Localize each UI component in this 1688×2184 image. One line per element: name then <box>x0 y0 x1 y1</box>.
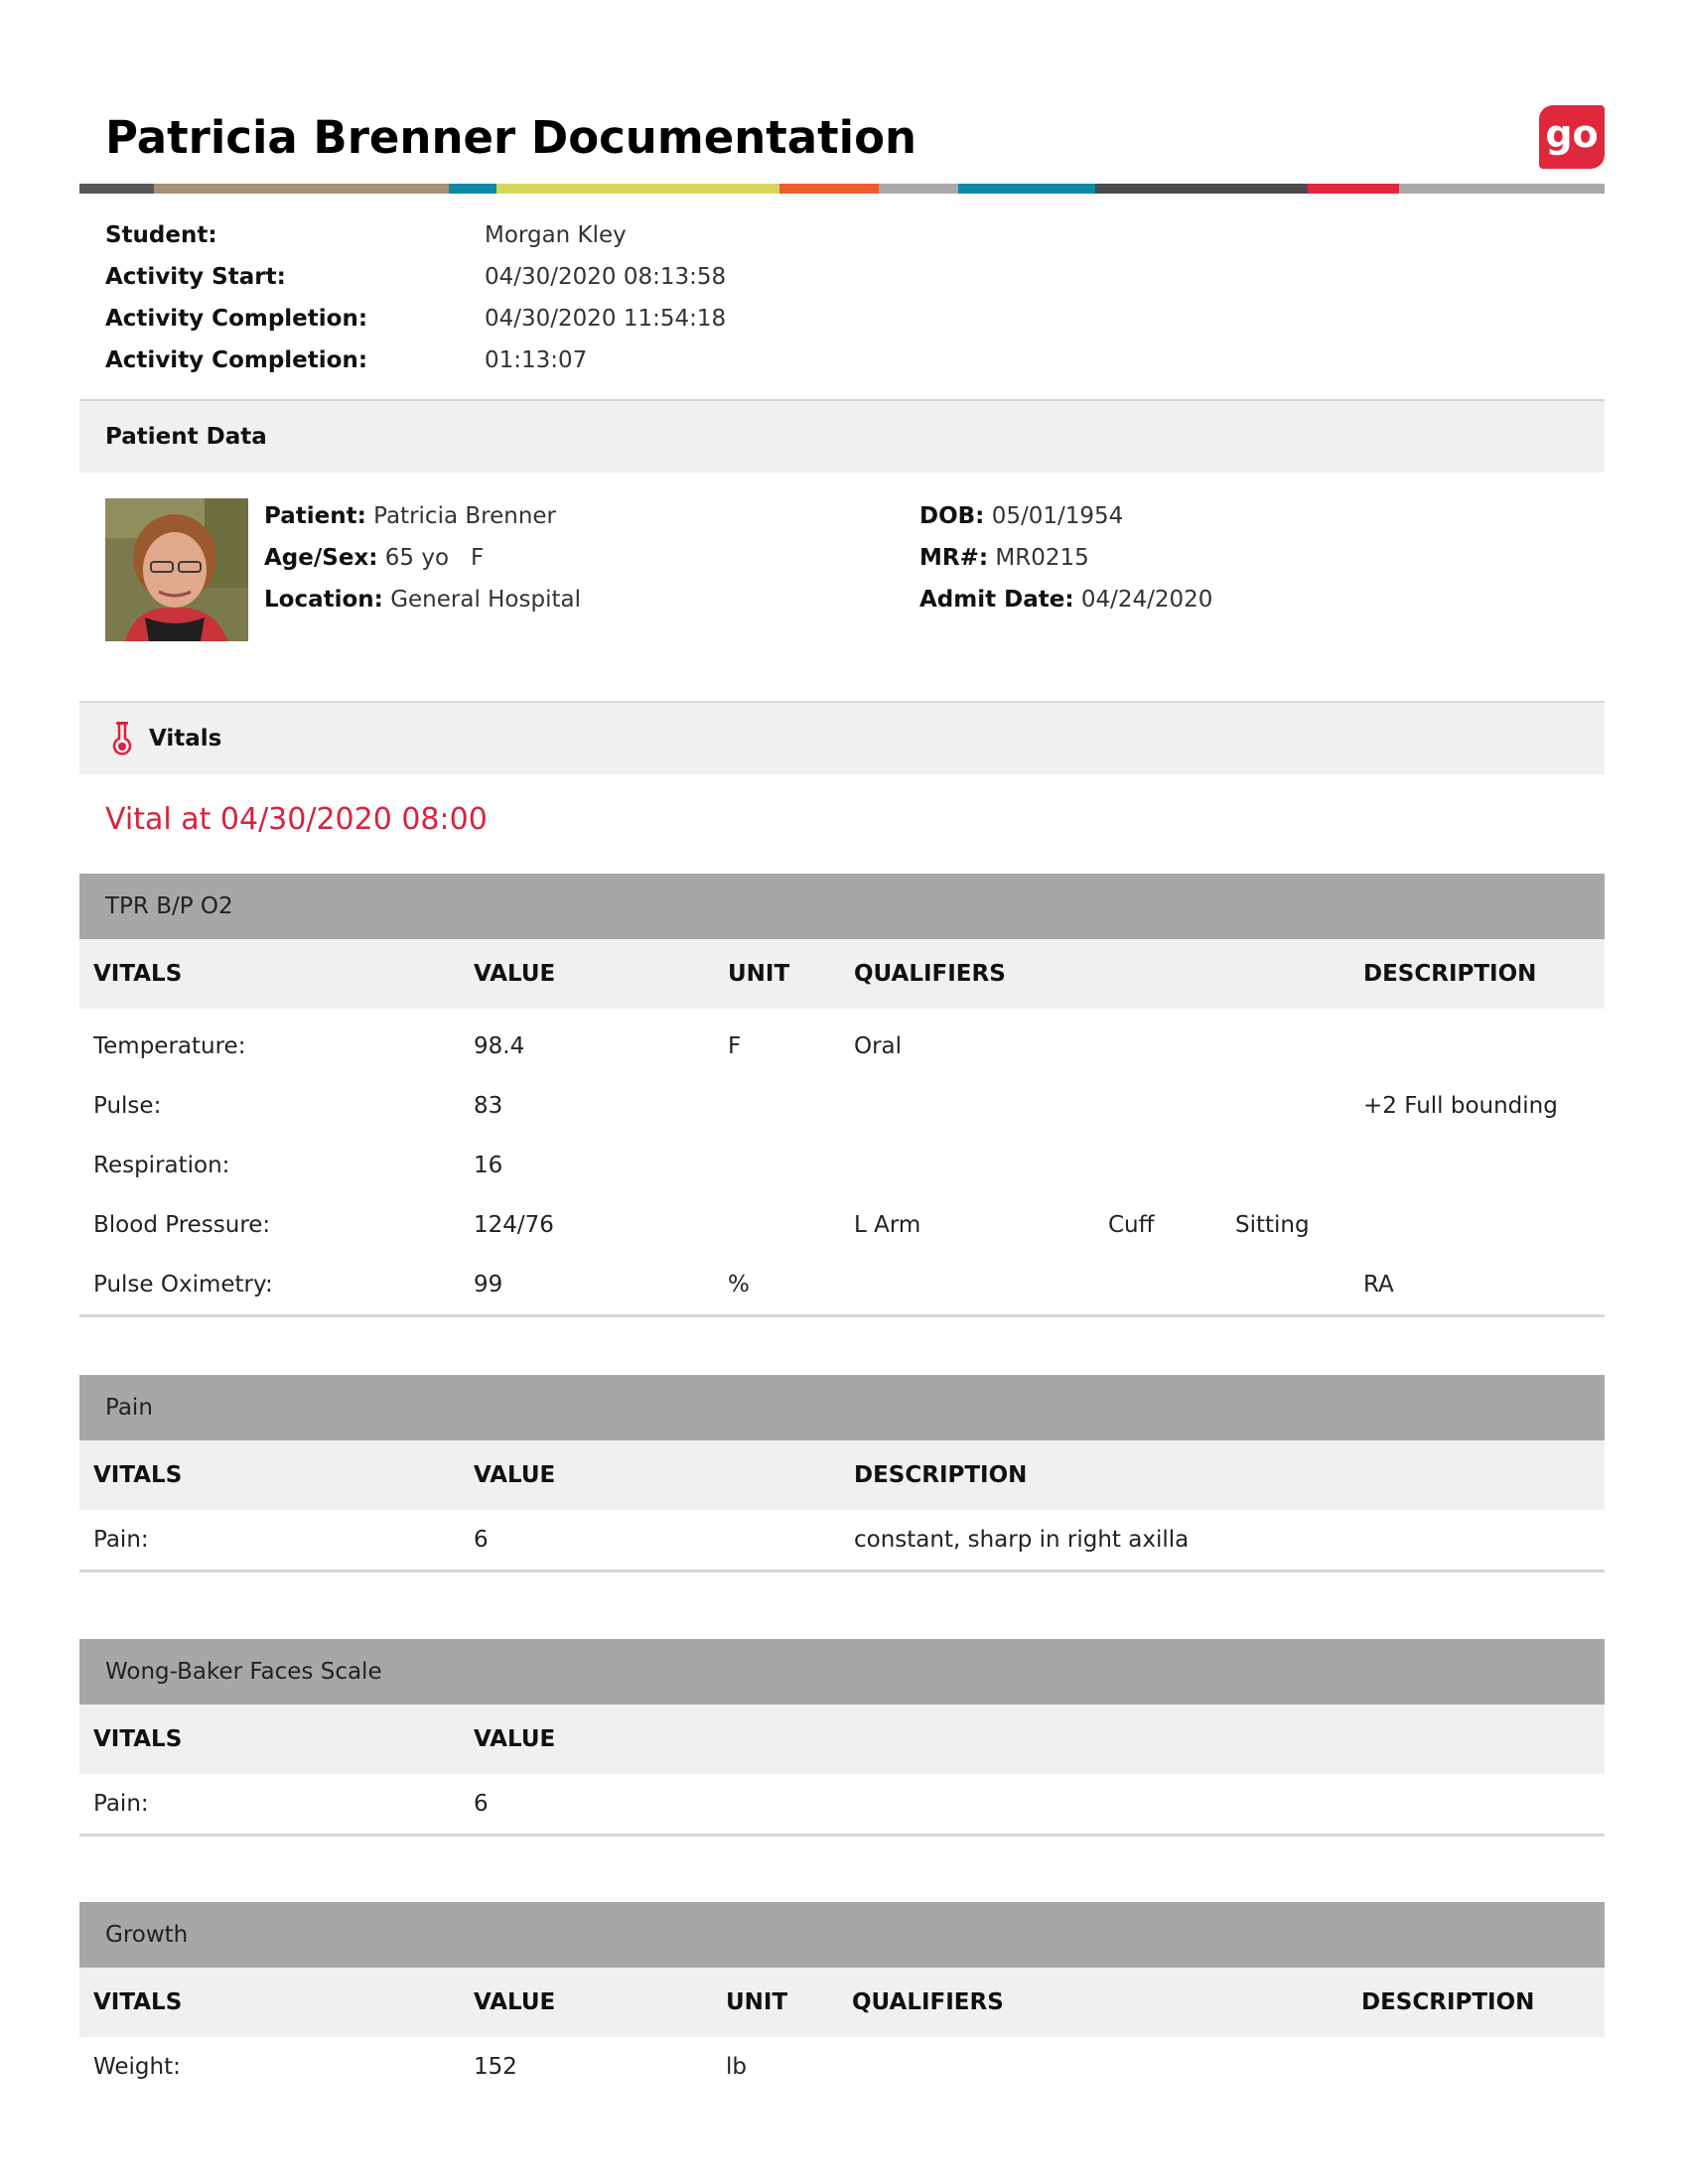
wong-baker-table <box>79 1639 1605 1837</box>
col-value: VALUE <box>474 961 556 987</box>
table-row <box>79 1774 1605 1834</box>
col-unit: UNIT <box>726 1989 788 2015</box>
vital-name: Pulse Oximetry: <box>93 1272 273 1297</box>
col-qualifiers: QUALIFIERS <box>854 961 1006 987</box>
table-row <box>79 1255 1605 1314</box>
vital-description: constant, sharp in right axilla <box>854 1527 1190 1553</box>
activity-completion-value: 04/30/2020 11:54:18 <box>485 306 727 332</box>
admit-date-label: Admit Date: <box>919 587 1074 613</box>
go-logo: go <box>1539 105 1605 169</box>
vital-name: Pulse: <box>93 1093 162 1119</box>
wong-baker-table-title: Wong-Baker Faces Scale <box>79 1639 1605 1705</box>
vital-value: 152 <box>474 2054 517 2080</box>
col-value: VALUE <box>474 1726 556 1752</box>
col-value: VALUE <box>474 1462 556 1488</box>
activity-duration-value: 01:13:07 <box>485 347 588 373</box>
col-qualifiers: QUALIFIERS <box>852 1989 1004 2015</box>
student-row <box>105 214 1197 256</box>
patient-info-right <box>919 498 1212 623</box>
vital-name: Blood Pressure: <box>93 1212 271 1238</box>
vital-qualifier: Sitting <box>1235 1212 1310 1238</box>
activity-duration-row <box>105 340 1197 381</box>
patient-label: Patient: <box>264 503 366 529</box>
mr-label: MR#: <box>919 545 989 571</box>
vital-name: Pain: <box>93 1527 149 1553</box>
pain-table <box>79 1375 1605 1572</box>
dob-row <box>919 498 1212 540</box>
vital-description: RA <box>1363 1272 1394 1297</box>
growth-table-title: Growth <box>79 1902 1605 1968</box>
admit-date-row <box>919 582 1212 623</box>
vital-value: 124/76 <box>474 1212 554 1238</box>
col-description: DESCRIPTION <box>1361 1989 1535 2015</box>
header-color-bar <box>79 184 1605 194</box>
vital-value: 6 <box>474 1527 489 1553</box>
activity-completion-label: Activity Completion: <box>105 306 368 332</box>
vital-value: 99 <box>474 1272 503 1297</box>
page-title: Patricia Brenner Documentation <box>105 111 917 164</box>
table-row <box>79 1076 1605 1136</box>
vital-value: 6 <box>474 1791 489 1817</box>
table-row <box>79 1510 1605 1570</box>
vital-timestamp: Vital at 04/30/2020 08:00 <box>105 802 488 837</box>
color-bar-segment <box>1399 184 1605 194</box>
vitals-header <box>79 701 1605 774</box>
thermometer-flask-icon <box>111 721 133 756</box>
vital-name: Weight: <box>93 2054 181 2080</box>
table-row <box>79 1017 1605 1076</box>
pain-table-columns <box>79 1440 1605 1510</box>
vital-qualifier: Cuff <box>1108 1212 1155 1238</box>
mr-value: MR0215 <box>995 545 1089 571</box>
color-bar-segment <box>1308 184 1399 194</box>
table-divider <box>79 1570 1605 1572</box>
patient-data-header <box>79 399 1605 473</box>
vital-description: +2 Full bounding <box>1363 1093 1558 1119</box>
activity-start-row <box>105 256 1197 298</box>
tpr-table-title: TPR B/P O2 <box>79 874 1605 939</box>
patient-card <box>105 498 1605 641</box>
col-vitals: VITALS <box>93 1726 183 1752</box>
color-bar-segment <box>496 184 779 194</box>
color-bar-segment <box>958 184 1095 194</box>
activity-start-label: Activity Start: <box>105 264 286 290</box>
table-row <box>79 1136 1605 1195</box>
location-value: General Hospital <box>390 587 581 613</box>
vital-value: 16 <box>474 1153 503 1178</box>
wong-baker-table-columns <box>79 1705 1605 1774</box>
student-value: Morgan Kley <box>485 222 627 248</box>
admit-date-value: 04/24/2020 <box>1080 587 1213 613</box>
agesex-label: Age/Sex: <box>264 545 378 571</box>
mr-row <box>919 540 1212 582</box>
col-vitals: VITALS <box>93 1462 183 1488</box>
color-bar-segment <box>154 184 449 194</box>
patient-data-title: Patient Data <box>105 424 267 450</box>
patient-info-left <box>264 498 581 623</box>
vitals-title: Vitals <box>149 726 222 751</box>
vital-name: Respiration: <box>93 1153 230 1178</box>
table-row <box>79 2037 1605 2097</box>
vital-value: 98.4 <box>474 1033 525 1059</box>
vital-unit: % <box>728 1272 750 1297</box>
student-label: Student: <box>105 222 217 248</box>
color-bar-segment <box>1095 184 1308 194</box>
table-divider <box>79 1314 1605 1317</box>
table-divider <box>79 1834 1605 1837</box>
vital-qualifier: L Arm <box>854 1212 921 1238</box>
color-bar-segment <box>879 184 958 194</box>
vital-name: Temperature: <box>93 1033 246 1059</box>
col-description: DESCRIPTION <box>854 1462 1028 1488</box>
col-vitals: VITALS <box>93 961 183 987</box>
patient-name: Patricia Brenner <box>373 503 557 529</box>
activity-completion-row <box>105 298 1197 340</box>
dob-label: DOB: <box>919 503 985 529</box>
vital-name: Pain: <box>93 1791 149 1817</box>
table-row <box>79 1195 1605 1255</box>
color-bar-segment <box>79 184 154 194</box>
vital-qualifier: Oral <box>854 1033 903 1059</box>
activity-duration-label: Activity Completion: <box>105 347 368 373</box>
pain-table-title: Pain <box>79 1375 1605 1440</box>
location-label: Location: <box>264 587 383 613</box>
vital-unit: F <box>728 1033 742 1059</box>
col-description: DESCRIPTION <box>1363 961 1537 987</box>
agesex-value: 65 yo F <box>384 545 485 571</box>
tpr-table <box>79 874 1605 1317</box>
location-row <box>264 582 581 623</box>
growth-table <box>79 1902 1605 2097</box>
growth-table-columns <box>79 1968 1605 2037</box>
activity-info <box>105 214 1197 381</box>
tpr-table-columns <box>79 939 1605 1009</box>
col-unit: UNIT <box>728 961 790 987</box>
color-bar-segment <box>449 184 496 194</box>
patient-photo <box>105 498 248 641</box>
dob-value: 05/01/1954 <box>991 503 1124 529</box>
vital-value: 83 <box>474 1093 503 1119</box>
activity-start-value: 04/30/2020 08:13:58 <box>485 264 727 290</box>
color-bar-segment <box>779 184 879 194</box>
agesex-row <box>264 540 581 582</box>
patient-name-row <box>264 498 581 540</box>
col-vitals: VITALS <box>93 1989 183 2015</box>
vital-unit: lb <box>726 2054 747 2080</box>
col-value: VALUE <box>474 1989 556 2015</box>
